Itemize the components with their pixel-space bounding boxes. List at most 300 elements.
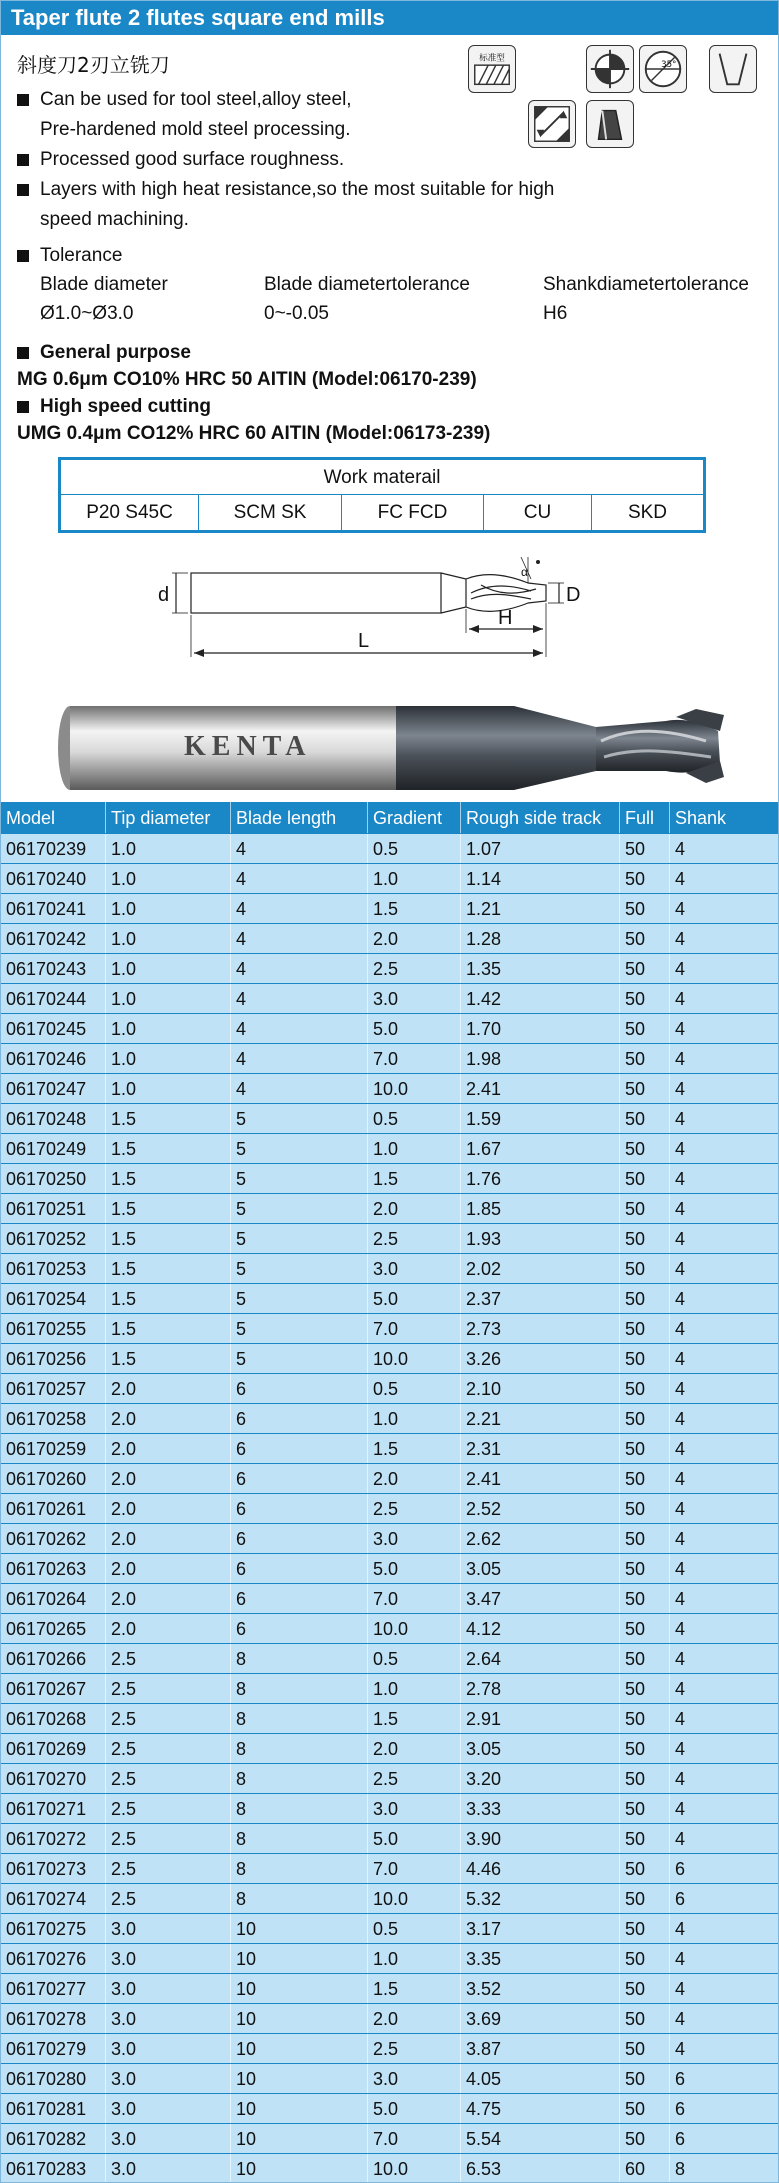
blade-length-cell: 5 bbox=[231, 1344, 368, 1373]
blade-length-cell: 6 bbox=[231, 1554, 368, 1583]
tip-diameter-cell: 2.0 bbox=[106, 1464, 231, 1493]
rough-side-track-cell: 3.69 bbox=[461, 2004, 620, 2033]
tip-diameter-cell: 1.5 bbox=[106, 1224, 231, 1253]
shank-cell: 4 bbox=[675, 1079, 686, 1099]
blade-length-cell: 4 bbox=[231, 1074, 368, 1103]
rough-side-track-cell: 1.28 bbox=[461, 924, 620, 953]
rough-side-track-cell: 3.05 bbox=[461, 1734, 620, 1763]
model-cell: 06170258 bbox=[1, 1404, 106, 1433]
blade-length-cell: 8 bbox=[231, 1794, 368, 1823]
rough-side-track-cell: 2.62 bbox=[461, 1524, 620, 1553]
shank-cell: 4 bbox=[675, 1799, 686, 1819]
full-length-cell: 50 bbox=[620, 1494, 670, 1523]
rough-side-track-cell: 2.78 bbox=[461, 1674, 620, 1703]
full-length-cell: 50 bbox=[620, 1674, 670, 1703]
table-row bbox=[1, 984, 778, 1014]
full-length-cell: 60 bbox=[620, 2154, 670, 2183]
chinese-subtitle: 斜度刀2刃立铣刀 bbox=[17, 53, 170, 77]
blade-length-cell: 6 bbox=[231, 1434, 368, 1463]
tip-diameter-cell: 1.0 bbox=[106, 834, 231, 863]
work-material-cell: P20 S45C bbox=[61, 495, 199, 530]
blade-length-cell: 6 bbox=[231, 1584, 368, 1613]
tip-diameter-cell: 2.5 bbox=[106, 1884, 231, 1913]
model-cell: 06170255 bbox=[1, 1314, 106, 1343]
model-cell: 06170261 bbox=[1, 1494, 106, 1523]
shank-cell: 6 bbox=[675, 2069, 686, 2089]
model-cell: 06170249 bbox=[1, 1134, 106, 1163]
rough-side-track-cell: 3.90 bbox=[461, 1824, 620, 1853]
diagram-label-D: D bbox=[566, 584, 581, 606]
shank-cell: 6 bbox=[675, 2099, 686, 2119]
gradient-cell: 3.0 bbox=[368, 1524, 461, 1553]
table-row bbox=[1, 954, 778, 984]
shank-cell: 4 bbox=[675, 1259, 686, 1279]
full-length-cell: 50 bbox=[620, 1314, 670, 1343]
table-row bbox=[1, 1134, 778, 1164]
table-row bbox=[1, 2034, 778, 2064]
gradient-cell: 5.0 bbox=[368, 2094, 461, 2123]
blade-length-cell: 10 bbox=[231, 1974, 368, 2003]
rough-side-track-cell: 4.75 bbox=[461, 2094, 620, 2123]
table-header-row bbox=[1, 802, 778, 834]
diagram-label-d: d bbox=[158, 584, 170, 606]
shank-cell: 4 bbox=[675, 1319, 686, 1339]
blade-length-cell: 8 bbox=[231, 1824, 368, 1853]
model-cell: 06170283 bbox=[1, 2154, 106, 2183]
rough-side-track-cell: 1.14 bbox=[461, 864, 620, 893]
shank-cell: 4 bbox=[675, 1529, 686, 1549]
tip-diameter-cell: 1.5 bbox=[106, 1134, 231, 1163]
tip-diameter-cell: 2.5 bbox=[106, 1764, 231, 1793]
gradient-cell: 1.0 bbox=[368, 1944, 461, 1973]
table-row bbox=[1, 1674, 778, 1704]
work-material-cell: FC FCD bbox=[342, 495, 484, 530]
diagram-label-L: L bbox=[358, 630, 370, 652]
tip-diameter-cell: 3.0 bbox=[106, 2154, 231, 2183]
diagram-label-H: H bbox=[498, 607, 513, 629]
model-cell: 06170277 bbox=[1, 1974, 106, 2003]
gradient-cell: 0.5 bbox=[368, 1644, 461, 1673]
gradient-cell: 1.0 bbox=[368, 1674, 461, 1703]
tip-diameter-cell: 2.0 bbox=[106, 1494, 231, 1523]
full-length-cell: 50 bbox=[620, 1074, 670, 1103]
table-row bbox=[1, 1074, 778, 1104]
helix-angle-label: 35° bbox=[661, 60, 677, 71]
shank-tolerance-label: Shankdiametertolerance bbox=[543, 274, 749, 295]
table-row bbox=[1, 894, 778, 924]
model-cell: 06170242 bbox=[1, 924, 106, 953]
table-row bbox=[1, 1464, 778, 1494]
full-length-cell: 50 bbox=[620, 1974, 670, 2003]
shank-tolerance-value: H6 bbox=[543, 303, 568, 324]
blade-length-cell: 10 bbox=[231, 2064, 368, 2093]
blade-length-cell: 4 bbox=[231, 1014, 368, 1043]
gradient-cell: 2.5 bbox=[368, 954, 461, 983]
shank-cell: 4 bbox=[675, 2039, 686, 2059]
tip-diameter-cell: 2.0 bbox=[106, 1614, 231, 1643]
tool-dimension-drawing bbox=[136, 549, 616, 689]
full-length-cell: 50 bbox=[620, 2094, 670, 2123]
rough-side-track-cell: 3.87 bbox=[461, 2034, 620, 2063]
table-row bbox=[1, 1584, 778, 1614]
work-material-table bbox=[58, 457, 706, 533]
rough-side-track-cell: 1.76 bbox=[461, 1164, 620, 1193]
tip-diameter-cell: 3.0 bbox=[106, 2004, 231, 2033]
shank-cell: 6 bbox=[675, 1889, 686, 1909]
full-length-cell: 50 bbox=[620, 1164, 670, 1193]
blade-length-cell: 4 bbox=[231, 954, 368, 983]
full-length-cell: 50 bbox=[620, 1344, 670, 1373]
tip-diameter-cell: 1.0 bbox=[106, 1014, 231, 1043]
model-cell: 06170252 bbox=[1, 1224, 106, 1253]
gradient-cell: 1.5 bbox=[368, 894, 461, 923]
full-length-cell: 50 bbox=[620, 1704, 670, 1733]
full-length-cell: 50 bbox=[620, 1524, 670, 1553]
model-cell: 06170262 bbox=[1, 1524, 106, 1553]
brand-logo: KENTA bbox=[184, 731, 312, 762]
tip-diameter-cell: 1.5 bbox=[106, 1284, 231, 1313]
model-cell: 06170267 bbox=[1, 1674, 106, 1703]
blade-length-cell: 8 bbox=[231, 1764, 368, 1793]
rough-side-track-cell: 2.41 bbox=[461, 1464, 620, 1493]
gradient-cell: 7.0 bbox=[368, 1854, 461, 1883]
model-cell: 06170251 bbox=[1, 1194, 106, 1223]
full-length-cell: 50 bbox=[620, 1764, 670, 1793]
table-row bbox=[1, 1194, 778, 1224]
full-length-cell: 50 bbox=[620, 984, 670, 1013]
rough-side-track-cell: 2.52 bbox=[461, 1494, 620, 1523]
rough-side-track-cell: 1.93 bbox=[461, 1224, 620, 1253]
blade-length-cell: 6 bbox=[231, 1614, 368, 1643]
helix-angle-icon bbox=[639, 45, 687, 93]
shank-cell: 4 bbox=[675, 1769, 686, 1789]
gradient-cell: 5.0 bbox=[368, 1014, 461, 1043]
tip-diameter-cell: 1.0 bbox=[106, 924, 231, 953]
model-cell: 06170263 bbox=[1, 1554, 106, 1583]
model-cell: 06170273 bbox=[1, 1854, 106, 1883]
model-cell: 06170247 bbox=[1, 1074, 106, 1103]
tip-diameter-cell: 2.5 bbox=[106, 1674, 231, 1703]
model-cell: 06170280 bbox=[1, 2064, 106, 2093]
model-cell: 06170264 bbox=[1, 1584, 106, 1613]
rough-side-track-cell: 3.33 bbox=[461, 1794, 620, 1823]
gradient-cell: 10.0 bbox=[368, 1344, 461, 1373]
gradient-cell: 2.5 bbox=[368, 1764, 461, 1793]
table-row bbox=[1, 2154, 778, 2183]
table-row bbox=[1, 1764, 778, 1794]
full-length-cell: 50 bbox=[620, 1884, 670, 1913]
gradient-cell: 2.5 bbox=[368, 1224, 461, 1253]
work-material-cell: SKD bbox=[627, 502, 668, 523]
shank-cell: 4 bbox=[675, 1979, 686, 1999]
blade-length-cell: 8 bbox=[231, 1674, 368, 1703]
feature-item: speed machining. bbox=[40, 209, 189, 230]
table-row bbox=[1, 1944, 778, 1974]
gradient-cell: 5.0 bbox=[368, 1824, 461, 1853]
table-row bbox=[1, 1494, 778, 1524]
model-cell: 06170253 bbox=[1, 1254, 106, 1283]
work-material-cell: SCM SK bbox=[199, 495, 342, 530]
full-length-cell: 50 bbox=[620, 1254, 670, 1283]
table-row bbox=[1, 2094, 778, 2124]
feature-item: Processed good surface roughness. bbox=[17, 145, 637, 175]
full-length-cell: 50 bbox=[620, 2034, 670, 2063]
column-header-blade-length: Blade length bbox=[231, 802, 368, 833]
model-cell: 06170268 bbox=[1, 1704, 106, 1733]
model-cell: 06170256 bbox=[1, 1344, 106, 1373]
blade-length-cell: 5 bbox=[231, 1104, 368, 1133]
shank-cell: 4 bbox=[675, 1469, 686, 1489]
model-cell: 06170260 bbox=[1, 1464, 106, 1493]
gradient-cell: 3.0 bbox=[368, 1254, 461, 1283]
full-length-cell: 50 bbox=[620, 1854, 670, 1883]
gradient-cell: 1.0 bbox=[368, 864, 461, 893]
model-cell: 06170275 bbox=[1, 1914, 106, 1943]
shank-cell: 4 bbox=[675, 1589, 686, 1609]
table-row bbox=[1, 1104, 778, 1134]
work-material-header: Work materail bbox=[61, 460, 703, 495]
table-row bbox=[1, 1554, 778, 1584]
tip-diameter-cell: 1.5 bbox=[106, 1254, 231, 1283]
model-cell: 06170245 bbox=[1, 1014, 106, 1043]
shank-cell: 4 bbox=[675, 1439, 686, 1459]
rough-side-track-cell: 3.47 bbox=[461, 1584, 620, 1613]
gradient-cell: 2.5 bbox=[368, 1494, 461, 1523]
full-length-cell: 50 bbox=[620, 1194, 670, 1223]
full-length-cell: 50 bbox=[620, 1464, 670, 1493]
blade-length-cell: 10 bbox=[231, 2124, 368, 2153]
blade-length-cell: 10 bbox=[231, 2004, 368, 2033]
table-row bbox=[1, 1284, 778, 1314]
column-header-full: Full bbox=[620, 802, 670, 833]
tip-diameter-cell: 2.5 bbox=[106, 1794, 231, 1823]
table-row bbox=[1, 1854, 778, 1884]
tip-diameter-cell: 1.5 bbox=[106, 1164, 231, 1193]
tip-diameter-cell: 1.0 bbox=[106, 894, 231, 923]
table-row bbox=[1, 1704, 778, 1734]
full-length-cell: 50 bbox=[620, 1134, 670, 1163]
shank-cell: 4 bbox=[675, 1349, 686, 1369]
model-cell: 06170269 bbox=[1, 1734, 106, 1763]
gradient-cell: 10.0 bbox=[368, 1074, 461, 1103]
blade-length-cell: 8 bbox=[231, 1854, 368, 1883]
tip-diameter-cell: 1.0 bbox=[106, 864, 231, 893]
tip-diameter-cell: 2.0 bbox=[106, 1404, 231, 1433]
blade-length-cell: 10 bbox=[231, 1944, 368, 1973]
blade-length-cell: 4 bbox=[231, 834, 368, 863]
blade-length-cell: 4 bbox=[231, 924, 368, 953]
rough-side-track-cell: 5.54 bbox=[461, 2124, 620, 2153]
tip-diameter-cell: 3.0 bbox=[106, 1974, 231, 2003]
blade-length-cell: 4 bbox=[231, 1044, 368, 1073]
tip-diameter-cell: 1.5 bbox=[106, 1314, 231, 1343]
full-length-cell: 50 bbox=[620, 1824, 670, 1853]
model-cell: 06170248 bbox=[1, 1104, 106, 1133]
blade-diameter-label: Blade diameter bbox=[40, 274, 168, 295]
feature-item: Pre-hardened mold steel processing. bbox=[40, 119, 351, 140]
feature-item: Layers with high heat resistance,so the most suitable for high bbox=[17, 175, 637, 205]
table-row bbox=[1, 924, 778, 954]
column-header-rough-side-track: Rough side track bbox=[461, 802, 620, 833]
table-row bbox=[1, 2124, 778, 2154]
blade-length-cell: 8 bbox=[231, 1704, 368, 1733]
blade-length-cell: 4 bbox=[231, 984, 368, 1013]
blade-length-cell: 5 bbox=[231, 1224, 368, 1253]
full-length-cell: 50 bbox=[620, 834, 670, 863]
work-material-row bbox=[61, 495, 703, 530]
tip-diameter-cell: 2.5 bbox=[106, 1734, 231, 1763]
shank-cell: 4 bbox=[675, 1499, 686, 1519]
gradient-cell: 2.0 bbox=[368, 1194, 461, 1223]
shank-cell: 4 bbox=[675, 959, 686, 979]
gradient-cell: 7.0 bbox=[368, 1314, 461, 1343]
table-row bbox=[1, 1884, 778, 1914]
gradient-cell: 3.0 bbox=[368, 2064, 461, 2093]
table-row bbox=[1, 1164, 778, 1194]
rough-side-track-cell: 2.73 bbox=[461, 1314, 620, 1343]
gradient-cell: 5.0 bbox=[368, 1554, 461, 1583]
table-body bbox=[1, 834, 778, 2183]
blade-length-cell: 8 bbox=[231, 1734, 368, 1763]
rough-side-track-cell: 1.67 bbox=[461, 1134, 620, 1163]
blade-tolerance-label: Blade diametertolerance bbox=[264, 274, 470, 295]
general-purpose-heading: General purpose bbox=[17, 339, 490, 366]
gradient-cell: 1.5 bbox=[368, 1434, 461, 1463]
gradient-cell: 10.0 bbox=[368, 1884, 461, 1913]
gradient-cell: 2.0 bbox=[368, 1734, 461, 1763]
table-row bbox=[1, 1014, 778, 1044]
table-row bbox=[1, 1404, 778, 1434]
tip-diameter-cell: 3.0 bbox=[106, 2034, 231, 2063]
high-speed-spec: UMG 0.4μm CO12% HRC 60 AITIN (Model:06173-239) bbox=[17, 423, 491, 444]
shank-cell: 4 bbox=[675, 1649, 686, 1669]
blade-length-cell: 5 bbox=[231, 1134, 368, 1163]
model-cell: 06170246 bbox=[1, 1044, 106, 1073]
model-cell: 06170239 bbox=[1, 834, 106, 863]
full-length-cell: 50 bbox=[620, 1224, 670, 1253]
model-cell: 06170271 bbox=[1, 1794, 106, 1823]
tip-diameter-cell: 2.0 bbox=[106, 1584, 231, 1613]
full-length-cell: 50 bbox=[620, 1284, 670, 1313]
shank-cell: 4 bbox=[675, 1619, 686, 1639]
full-length-cell: 50 bbox=[620, 1374, 670, 1403]
blade-length-cell: 4 bbox=[231, 894, 368, 923]
tip-diameter-cell: 2.5 bbox=[106, 1854, 231, 1883]
table-row bbox=[1, 1794, 778, 1824]
model-cell: 06170274 bbox=[1, 1884, 106, 1913]
tip-diameter-cell: 2.5 bbox=[106, 1704, 231, 1733]
model-cell: 06170244 bbox=[1, 984, 106, 1013]
table-row bbox=[1, 1824, 778, 1854]
tip-diameter-cell: 2.0 bbox=[106, 1554, 231, 1583]
column-header-tip-diameter: Tip diameter bbox=[106, 802, 231, 833]
table-row bbox=[1, 1314, 778, 1344]
model-cell: 06170282 bbox=[1, 2124, 106, 2153]
blade-length-cell: 8 bbox=[231, 1644, 368, 1673]
tip-diameter-cell: 1.5 bbox=[106, 1194, 231, 1223]
shank-cell: 4 bbox=[675, 1829, 686, 1849]
tolerance-heading: Tolerance bbox=[17, 241, 777, 270]
rough-side-track-cell: 5.32 bbox=[461, 1884, 620, 1913]
gradient-cell: 3.0 bbox=[368, 984, 461, 1013]
rough-side-track-cell: 4.05 bbox=[461, 2064, 620, 2093]
blade-length-cell: 6 bbox=[231, 1464, 368, 1493]
blade-tolerance-value: 0~-0.05 bbox=[264, 303, 329, 324]
shank-cell: 4 bbox=[675, 839, 686, 859]
shank-cell: 4 bbox=[675, 1949, 686, 1969]
full-length-cell: 50 bbox=[620, 1644, 670, 1673]
model-cell: 06170265 bbox=[1, 1614, 106, 1643]
full-length-cell: 50 bbox=[620, 1944, 670, 1973]
rough-side-track-cell: 1.98 bbox=[461, 1044, 620, 1073]
tip-diameter-cell: 1.0 bbox=[106, 954, 231, 983]
tip-diameter-cell: 3.0 bbox=[106, 1944, 231, 1973]
blade-length-cell: 10 bbox=[231, 2154, 368, 2183]
gradient-cell: 0.5 bbox=[368, 834, 461, 863]
rough-side-track-cell: 2.10 bbox=[461, 1374, 620, 1403]
rough-side-track-cell: 2.37 bbox=[461, 1284, 620, 1313]
full-length-cell: 50 bbox=[620, 2064, 670, 2093]
rough-side-track-cell: 2.91 bbox=[461, 1704, 620, 1733]
shank-cell: 4 bbox=[675, 1709, 686, 1729]
full-length-cell: 50 bbox=[620, 864, 670, 893]
table-row bbox=[1, 1974, 778, 2004]
gradient-cell: 1.5 bbox=[368, 1704, 461, 1733]
gradient-cell: 2.0 bbox=[368, 1464, 461, 1493]
shank-cell: 6 bbox=[675, 1859, 686, 1879]
full-length-cell: 50 bbox=[620, 1014, 670, 1043]
table-row bbox=[1, 1734, 778, 1764]
table-row bbox=[1, 2064, 778, 2094]
blade-length-cell: 5 bbox=[231, 1314, 368, 1343]
rough-side-track-cell: 3.20 bbox=[461, 1764, 620, 1793]
blade-length-cell: 5 bbox=[231, 1284, 368, 1313]
rough-side-track-cell: 2.64 bbox=[461, 1644, 620, 1673]
rough-side-track-cell: 3.05 bbox=[461, 1554, 620, 1583]
table-row bbox=[1, 1644, 778, 1674]
model-cell: 06170243 bbox=[1, 954, 106, 983]
shank-cell: 4 bbox=[675, 1289, 686, 1309]
tip-diameter-cell: 2.5 bbox=[106, 1644, 231, 1673]
full-length-cell: 50 bbox=[620, 1614, 670, 1643]
gradient-cell: 1.0 bbox=[368, 1134, 461, 1163]
full-length-cell: 50 bbox=[620, 924, 670, 953]
tip-diameter-cell: 1.0 bbox=[106, 1074, 231, 1103]
tip-diameter-cell: 2.5 bbox=[106, 1824, 231, 1853]
model-cell: 06170241 bbox=[1, 894, 106, 923]
tip-diameter-cell: 1.5 bbox=[106, 1344, 231, 1373]
full-length-cell: 50 bbox=[620, 1104, 670, 1133]
gradient-cell: 5.0 bbox=[368, 1284, 461, 1313]
gradient-cell: 2.0 bbox=[368, 2004, 461, 2033]
blade-length-cell: 8 bbox=[231, 1884, 368, 1913]
gradient-cell: 7.0 bbox=[368, 1584, 461, 1613]
full-length-cell: 50 bbox=[620, 1404, 670, 1433]
full-length-cell: 50 bbox=[620, 894, 670, 923]
model-cell: 06170259 bbox=[1, 1434, 106, 1463]
model-cell: 06170276 bbox=[1, 1944, 106, 1973]
table-row bbox=[1, 864, 778, 894]
gradient-cell: 0.5 bbox=[368, 1104, 461, 1133]
model-cell: 06170272 bbox=[1, 1824, 106, 1853]
table-row bbox=[1, 1524, 778, 1554]
gradient-cell: 0.5 bbox=[368, 1374, 461, 1403]
full-length-cell: 50 bbox=[620, 1554, 670, 1583]
blade-length-cell: 5 bbox=[231, 1194, 368, 1223]
purpose-section bbox=[17, 339, 490, 447]
tip-diameter-cell: 3.0 bbox=[106, 2124, 231, 2153]
gradient-cell: 2.0 bbox=[368, 924, 461, 953]
